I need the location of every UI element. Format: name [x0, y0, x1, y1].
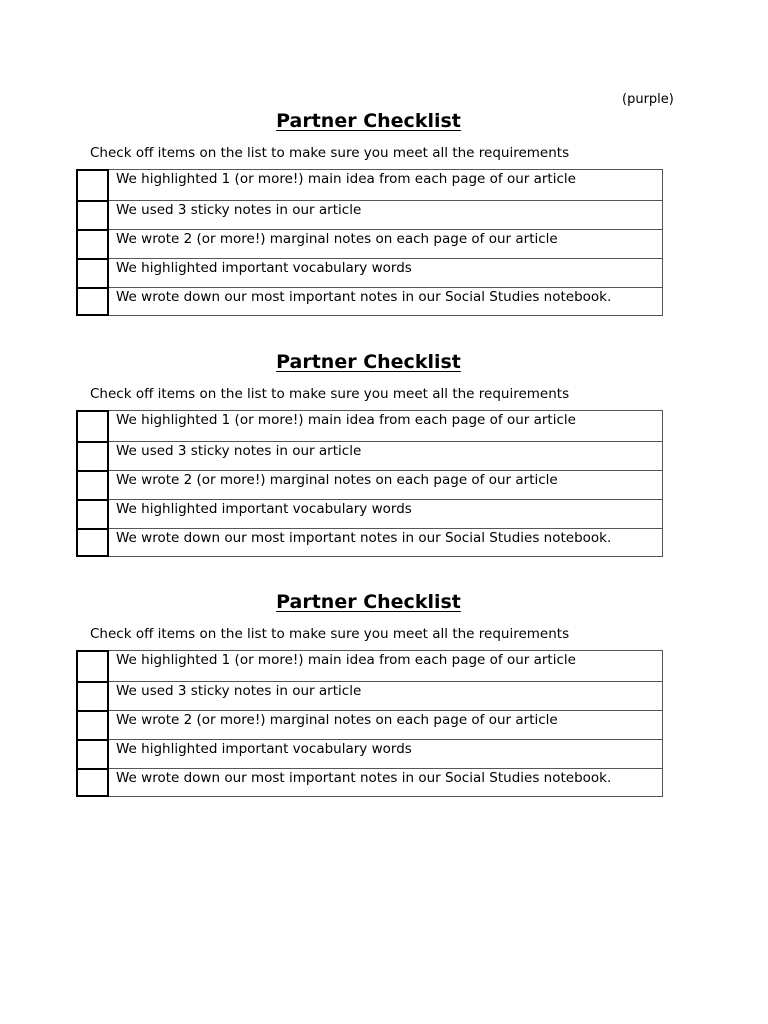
checklist-row — [76, 650, 663, 681]
checklist-row — [76, 169, 663, 200]
checklist-row — [76, 229, 663, 258]
checklist-row — [76, 287, 663, 316]
checklist-item: We highlighted 1 (or more!) main idea from each page of our article — [109, 410, 663, 441]
checklist-title: Partner Checklist — [276, 110, 461, 132]
color-note: (purple) — [622, 92, 674, 107]
checklist-section-2 — [76, 349, 663, 557]
checklist-item: We wrote down our most important notes in our Social Studies notebook. — [109, 287, 663, 316]
checkbox[interactable] — [76, 287, 109, 316]
checklist-item: We used 3 sticky notes in our article — [109, 441, 663, 470]
checkbox[interactable] — [76, 229, 109, 258]
checklist-row — [76, 528, 663, 557]
checklist-item: We highlighted important vocabulary words — [109, 499, 663, 528]
checklist-item: We wrote 2 (or more!) marginal notes on each page of our article — [109, 229, 663, 258]
checklist-row — [76, 410, 663, 441]
checklist-item: We wrote 2 (or more!) marginal notes on each page of our article — [109, 710, 663, 739]
checklist-item: We wrote down our most important notes in our Social Studies notebook. — [109, 528, 663, 557]
checklist-instructions: Check off items on the list to make sure you meet all the requirements — [90, 626, 570, 642]
checklist-title: Partner Checklist — [276, 351, 461, 373]
checklist-item: We used 3 sticky notes in our article — [109, 681, 663, 710]
checkbox[interactable] — [76, 739, 109, 768]
checkbox[interactable] — [76, 410, 109, 441]
checklist-row — [76, 710, 663, 739]
checklist-title: Partner Checklist — [276, 591, 461, 613]
checklist-table — [76, 169, 663, 316]
checklist-instructions: Check off items on the list to make sure you meet all the requirements — [90, 386, 570, 402]
checklist-item: We highlighted important vocabulary words — [109, 739, 663, 768]
checklist-item: We wrote down our most important notes in our Social Studies notebook. — [109, 768, 663, 797]
checklist-row — [76, 441, 663, 470]
checkbox[interactable] — [76, 710, 109, 739]
checkbox[interactable] — [76, 528, 109, 557]
checklist-row — [76, 200, 663, 229]
checklist-item: We wrote 2 (or more!) marginal notes on each page of our article — [109, 470, 663, 499]
checkbox[interactable] — [76, 768, 109, 797]
checklist-row — [76, 681, 663, 710]
checklist-row — [76, 470, 663, 499]
checkbox[interactable] — [76, 258, 109, 287]
checklist-section-3 — [76, 589, 663, 797]
checkbox[interactable] — [76, 169, 109, 200]
checklist-row — [76, 499, 663, 528]
checkbox[interactable] — [76, 681, 109, 710]
checklist-item: We highlighted important vocabulary words — [109, 258, 663, 287]
checkbox[interactable] — [76, 200, 109, 229]
checklist-item: We highlighted 1 (or more!) main idea from each page of our article — [109, 650, 663, 681]
checkbox[interactable] — [76, 470, 109, 499]
checklist-item: We used 3 sticky notes in our article — [109, 200, 663, 229]
checklist-section-1 — [76, 108, 663, 316]
checkbox[interactable] — [76, 441, 109, 470]
checklist-row — [76, 258, 663, 287]
checkbox[interactable] — [76, 499, 109, 528]
checklist-row — [76, 739, 663, 768]
checklist-item: We highlighted 1 (or more!) main idea from each page of our article — [109, 169, 663, 200]
checklist-row — [76, 768, 663, 797]
checkbox[interactable] — [76, 650, 109, 681]
checklist-instructions: Check off items on the list to make sure you meet all the requirements — [90, 145, 570, 161]
checklist-table — [76, 650, 663, 797]
checklist-table — [76, 410, 663, 557]
